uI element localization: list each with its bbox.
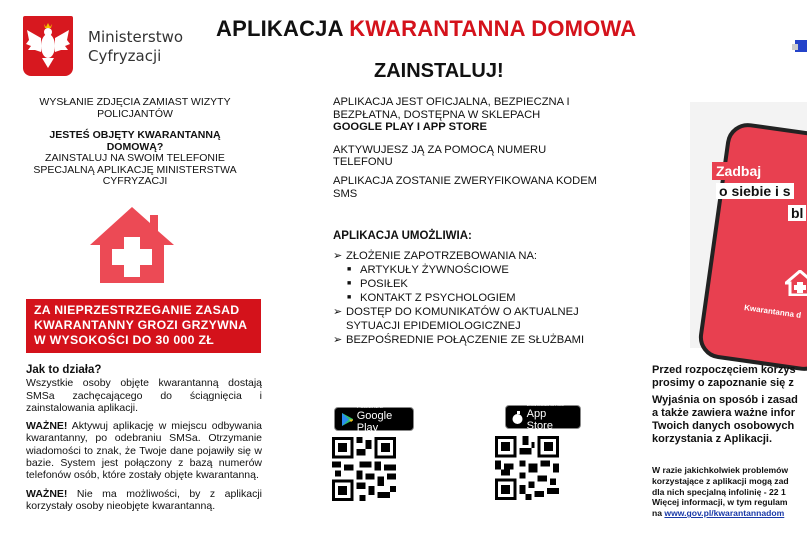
intro-text: WYSŁANIE ZDJĘCIA ZAMIAST WIZYTY POLICJANTÓW (39, 96, 231, 120)
verification-text: APLIKACJA ZOSTANIE ZWERYFIKOWANA KODEM SMS (333, 174, 597, 200)
subfeature-text: POSIŁEK (360, 278, 408, 290)
official-paragraph (333, 96, 603, 134)
subfeature-item (333, 263, 613, 277)
feature-text: BEZPOŚREDNIE POŁĄCZENIE ZE SŁUŻBAMI (346, 334, 585, 346)
feature-item (333, 305, 613, 333)
promo-line-1: Zadbaj (712, 162, 765, 180)
how-text: Wszystkie osoby objęte kwarantanną dostają SMSa zachęcającego do ściągnięcia i zainstalowania aplikacji. (26, 377, 262, 414)
police-logo-icon (792, 32, 807, 62)
fine-line-2: KWARANTANNY GROZI GRZYWNA (34, 318, 248, 332)
helpline-line: Więcej informacji, w tym regulam (652, 497, 788, 508)
terms-line: korzystania z Aplikacji. (652, 433, 773, 445)
feature-item (333, 333, 613, 347)
stores-text: GOOGLE PLAY I APP STORE (333, 121, 487, 134)
gov-website-link[interactable]: www.gov.pl/kwarantannadom (664, 508, 785, 519)
official-text: APLIKACJA JEST OFICJALNA, BEZPIECZNA I BEZPŁATNA, DOSTĘPNA W SKLEPACH (333, 96, 570, 121)
helpline-line: W razie jakichkolwiek problemów (652, 465, 789, 475)
subfeature-text: ARTYKUŁY ŻYWNOŚCIOWE (360, 264, 509, 276)
google-play-badge[interactable] (334, 404, 414, 434)
important-1 (26, 420, 262, 481)
ministry-line-2: Cyfryzacji (88, 47, 162, 65)
page-title (216, 16, 736, 42)
important-label: WAŻNE! (26, 420, 68, 433)
square-bullet-icon: ■ (347, 294, 352, 301)
question-text: JESTEŚ OBJĘTY KWARANTANNĄ DOMOWĄ? (49, 129, 221, 153)
app-store-qr-code[interactable] (495, 435, 559, 501)
terms-line: Wyjaśnia on sposób i zasad (652, 394, 798, 406)
ministry-line-1: Ministerstwo (88, 28, 184, 46)
terms-line: a także zawiera ważne infor (652, 407, 796, 419)
terms-line: Twoich danych osobowych (652, 420, 795, 432)
terms-line: Przed rozpoczęciem korzys (652, 364, 796, 376)
feature-text: ZŁOŻENIE ZAPOTRZEBOWANIA NA: (346, 250, 538, 262)
ministry-name (88, 28, 183, 66)
fine-line-3: W WYSOKOŚCI DO 30 000 ZŁ (34, 333, 215, 347)
helpline-info (652, 465, 807, 519)
google-play-icon (341, 412, 353, 427)
page-subtitle: ZAINSTALUJ! (374, 60, 504, 82)
activation-text: AKTYWUJESZ JĄ ZA POMOCĄ NUMERU TELEFONU (333, 143, 547, 169)
polish-eagle-emblem-icon (23, 16, 73, 76)
badge-small-text: Download on the (526, 402, 565, 408)
subfeature-item (333, 291, 613, 305)
important-2-text: Nie ma możliwości, by z aplikacji korzystały osoby nieobjęte kwarantanną. (26, 487, 262, 512)
arrow-bullet-icon: ➢ (333, 250, 343, 262)
arrow-bullet-icon: ➢ (333, 334, 343, 346)
fine-warning-box (26, 299, 261, 353)
helpline-link-line (652, 508, 807, 519)
features-list (333, 249, 613, 347)
feature-text: DOSTĘP DO KOMUNIKATÓW O AKTUALNEJ SYTUACJI EPIDEMIOLOGICZNEJ (346, 306, 579, 332)
helpline-line: korzystające z aplikacji mogą zad (652, 475, 789, 486)
important-label: WAŻNE! (26, 487, 68, 500)
terms-intro (652, 364, 807, 390)
intro-block (30, 97, 240, 188)
square-bullet-icon: ■ (347, 280, 352, 287)
terms-info (652, 364, 807, 450)
how-title: Jak to działa? (26, 364, 102, 376)
promo-line-3: bl (788, 205, 806, 221)
app-info (333, 96, 603, 210)
arrow-bullet-icon: ➢ (333, 306, 343, 318)
important-2 (26, 488, 262, 513)
badge-big-text: Google Play (356, 410, 393, 434)
promo-line-2: o siebie i s (716, 183, 794, 199)
square-bullet-icon: ■ (347, 266, 352, 273)
terms-line: prosimy o zapoznanie się z (652, 377, 794, 389)
badge-small-text: POBIERZ Z (356, 404, 384, 410)
apple-icon (512, 411, 523, 424)
badge-big-text: App Store (526, 408, 553, 432)
medical-house-icon (86, 203, 178, 285)
link-prefix: na (652, 508, 665, 519)
fine-line-1: ZA NIEPRZESTRZEGANIE ZASAD (34, 303, 240, 317)
subfeature-text: KONTAKT Z PSYCHOLOGIEM (360, 292, 516, 304)
helpline-line: dla nich specjalną infolinię - 22 1 (652, 486, 786, 497)
features-title: APLIKACJA UMOŻLIWIA: (333, 230, 472, 242)
important-1-text: Aktywuj aplikację w miejscu odbywania kwarantanny, po odebraniu SMSa. Otrzymanie wiadomości to znak, że Twoje dane pojawiły się w bazie. System jest połączony z bazą numerów telefonów osób, które zostały objęte kwarantanną. (26, 420, 262, 482)
how-it-works (26, 364, 262, 518)
app-store-badge[interactable] (505, 402, 581, 432)
phone-house-icon (785, 270, 807, 296)
title-red: KWARANTANNA DOMOWA (349, 16, 637, 41)
subfeature-item (333, 277, 613, 291)
google-play-qr-code[interactable] (332, 436, 396, 502)
phone-app-label: Kwarantanna d (743, 303, 802, 320)
terms-explain (652, 394, 807, 446)
install-text: ZAINSTALUJ NA SWOIM TELEFONIE SPECJALNĄ APLIKACJĘ MINISTERSTWA CYFRYZACJI (33, 152, 237, 187)
title-black: APLIKACJA (216, 16, 350, 41)
feature-item (333, 249, 613, 263)
